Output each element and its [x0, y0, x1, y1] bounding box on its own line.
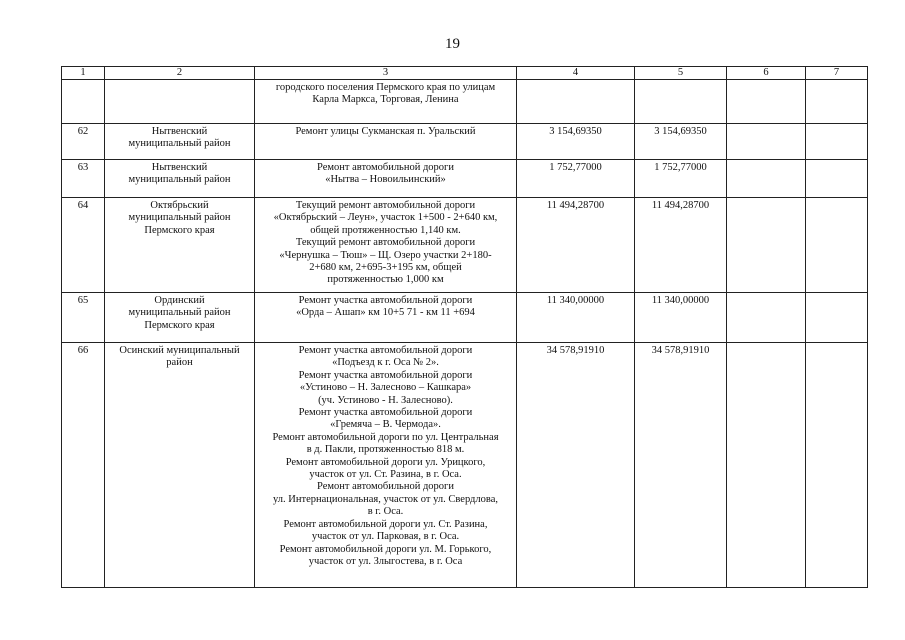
column-header-1: 1: [62, 67, 105, 80]
row-number-cell: 63: [62, 160, 105, 198]
work-description-cell: [255, 160, 517, 198]
work-description-cell: [255, 343, 517, 588]
column-header-7: 7: [806, 67, 868, 80]
work-line: Ремонт участка автомобильной дороги: [298, 345, 473, 356]
work-line: «Гремяча – В. Чермода».: [330, 419, 441, 431]
amount-col5-cell: 34 578,91910: [635, 343, 727, 588]
column6-cell: [727, 293, 806, 343]
column7-cell: [806, 160, 868, 198]
amount-col4-cell: 11 340,00000: [517, 293, 635, 343]
district-cell: [105, 80, 255, 124]
district-cell: [105, 160, 255, 198]
district-line: муниципальный район: [128, 138, 231, 150]
column-number-row: [62, 67, 868, 80]
row-number-cell: 64: [62, 198, 105, 293]
amount-col4-cell: 34 578,91910: [517, 343, 635, 588]
amount-col5-cell: 11 494,28700: [635, 198, 727, 293]
work-line: Ремонт участка автомобильной дороги: [298, 295, 473, 306]
table-row: [62, 160, 868, 198]
work-description-cell: [255, 124, 517, 160]
district-line: район: [166, 357, 193, 369]
district-line: Осинский муниципальный: [119, 345, 240, 356]
column7-cell: [806, 124, 868, 160]
district-line: Пермского края: [144, 319, 215, 331]
district-cell: [105, 343, 255, 588]
district-line: Нытвенский: [151, 162, 208, 173]
column7-cell: [806, 293, 868, 343]
row-number-cell: 65: [62, 293, 105, 343]
amount-col5-cell: 3 154,69350: [635, 124, 727, 160]
column-header-4: 4: [517, 67, 635, 80]
work-line: городского поселения Пермского края по улицам: [275, 82, 496, 93]
work-line: ул. Интернациональная, участок от ул. Свердлова,: [273, 493, 498, 505]
table-row: [62, 80, 868, 124]
amount-col4-cell: 11 494,28700: [517, 198, 635, 293]
table-row: [62, 293, 868, 343]
column6-cell: [727, 160, 806, 198]
work-line: Ремонт автомобильной дороги: [317, 162, 454, 173]
work-line: участок от ул. Парковая, в г. Оса.: [311, 531, 460, 543]
amount-col5-cell: [635, 80, 727, 124]
work-line: Ремонт автомобильной дороги ул. Урицкого,: [285, 456, 486, 468]
work-line: Ремонт автомобильной дороги ул. Ст. Разина,: [283, 518, 488, 530]
column6-cell: [727, 80, 806, 124]
table-body: [62, 80, 868, 588]
work-line: Ремонт автомобильной дороги: [317, 481, 454, 493]
work-line: Текущий ремонт автомобильной дороги: [295, 237, 476, 249]
work-line: Ремонт участка автомобильной дороги: [298, 407, 473, 419]
column-header-2: 2: [105, 67, 255, 80]
table-row: [62, 343, 868, 588]
column6-cell: [727, 124, 806, 160]
row-number-cell: 62: [62, 124, 105, 160]
work-line: участок от ул. Злыгостева, в г. Оса: [308, 555, 463, 567]
column7-cell: [806, 80, 868, 124]
column-header-5: 5: [635, 67, 727, 80]
work-line: в д. Пакли, протяженностью 818 м.: [306, 444, 465, 456]
district-line: Октябрьский: [150, 200, 209, 211]
work-description-cell: [255, 80, 517, 124]
work-line: (уч. Устиново - Н. Залесново).: [318, 394, 453, 406]
district-line: муниципальный район: [128, 307, 231, 319]
work-line: общей протяженностью 1,140 км.: [310, 224, 461, 236]
table-row: [62, 124, 868, 160]
table-row: [62, 198, 868, 293]
district-line: Ординский: [154, 295, 205, 306]
work-line: участок от ул. Ст. Разина, в г. Оса.: [309, 469, 462, 481]
work-line: «Чернушка – Тюш» – Щ. Озеро участки 2+180-: [279, 249, 492, 261]
work-line: «Нытва – Новоильинский»: [325, 174, 446, 186]
road-repair-table: [61, 66, 868, 588]
work-line: Ремонт улицы Сукманская п. Уральский: [295, 126, 476, 137]
work-line: Ремонт участка автомобильной дороги: [298, 369, 473, 381]
work-line: 2+680 км, 2+695-3+195 км, общей: [309, 262, 462, 274]
work-description-cell: [255, 293, 517, 343]
amount-col4-cell: [517, 80, 635, 124]
district-line: муниципальный район: [128, 174, 231, 186]
column7-cell: [806, 198, 868, 293]
amount-col5-cell: 11 340,00000: [635, 293, 727, 343]
amount-col4-cell: 3 154,69350: [517, 124, 635, 160]
district-line: муниципальный район: [128, 212, 231, 224]
row-number-cell: [62, 80, 105, 124]
work-line: Ремонт автомобильной дороги ул. М. Горького,: [279, 543, 492, 555]
work-line: протяженностью 1,000 км: [327, 274, 444, 286]
work-line: Карла Маркса, Торговая, Ленина: [312, 94, 459, 106]
work-line: Текущий ремонт автомобильной дороги: [295, 200, 476, 211]
district-cell: [105, 293, 255, 343]
column6-cell: [727, 198, 806, 293]
amount-col5-cell: 1 752,77000: [635, 160, 727, 198]
row-number-cell: 66: [62, 343, 105, 588]
work-line: «Подъезд к г. Оса № 2».: [332, 357, 439, 369]
work-line: Ремонт автомобильной дороги по ул. Центральная: [272, 431, 499, 443]
page-number: 19: [445, 36, 460, 52]
work-line: «Орда – Ашап» км 10+5 71 - км 11 +694: [296, 307, 475, 319]
column-header-3: 3: [255, 67, 517, 80]
work-description-cell: [255, 198, 517, 293]
work-line: в г. Оса.: [367, 506, 404, 518]
work-line: «Октябрьский – Леун», участок 1+500 - 2+640 км,: [273, 212, 498, 224]
column-header-6: 6: [727, 67, 806, 80]
amount-col4-cell: 1 752,77000: [517, 160, 635, 198]
district-cell: [105, 198, 255, 293]
district-cell: [105, 124, 255, 160]
district-line: Пермского края: [144, 224, 215, 236]
column6-cell: [727, 343, 806, 588]
column7-cell: [806, 343, 868, 588]
district-line: Нытвенский: [151, 126, 208, 137]
work-line: «Устиново – Н. Залесново – Кашкара»: [299, 382, 472, 394]
